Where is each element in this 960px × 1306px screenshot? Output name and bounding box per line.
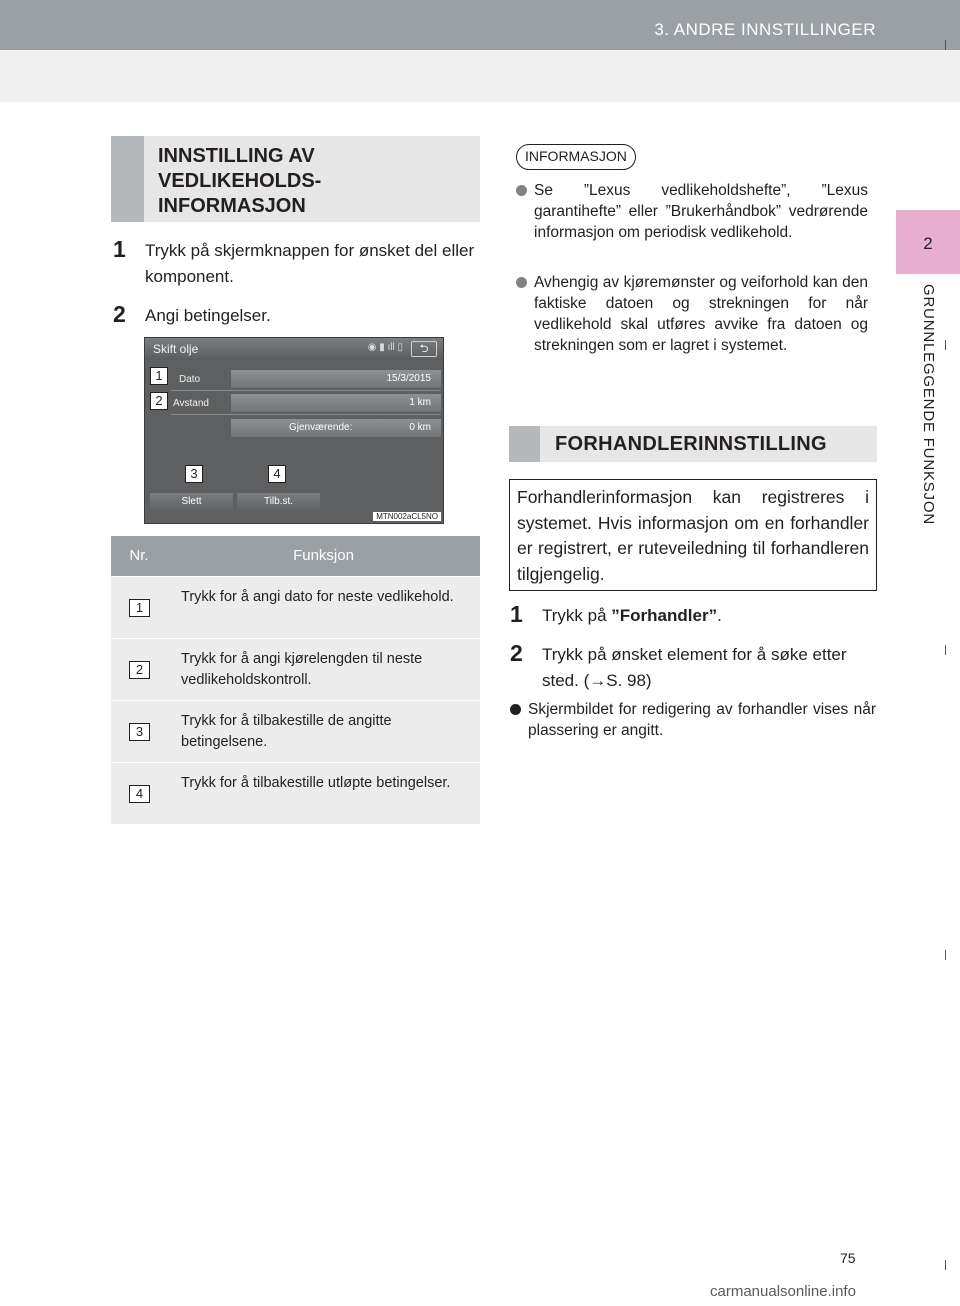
header-band — [0, 50, 960, 102]
step-text: Angi betingelser. — [145, 306, 271, 325]
row-number-badge: 4 — [129, 785, 150, 803]
note-text: Skjermbildet for redigering av forhandler vises når plassering er angitt. — [528, 701, 876, 739]
callout-3: 3 — [185, 465, 203, 483]
status-icons: ◉ ▮ ıll ▯ — [367, 342, 403, 353]
distance-label: Avstand — [173, 398, 209, 409]
row-description: Trykk for å tilbakestille de angitte betingelsene. — [181, 713, 392, 750]
row-description: Trykk for å angi dato for neste vedlikehold. — [181, 589, 454, 605]
column-header-nr: Nr. — [129, 547, 149, 564]
crop-mark — [945, 40, 946, 50]
step-number: 1 — [113, 236, 126, 262]
step-2 — [113, 303, 483, 329]
crop-mark — [945, 950, 946, 960]
callout-1: 1 — [150, 367, 168, 385]
table-header — [111, 536, 480, 576]
chapter-title: 3. ANDRE INNSTILLINGER — [654, 20, 876, 39]
row-description: Trykk for å tilbakestille utløpte betingelser. — [181, 775, 451, 791]
date-field[interactable]: 15/3/2015 — [231, 370, 441, 388]
callout-2: 2 — [150, 392, 168, 410]
chapter-side-label-text: GRUNNLEGGENDE FUNKSJON — [920, 284, 937, 525]
distance-field[interactable]: 1 km — [231, 394, 441, 412]
step-text-plain: Trykk på — [542, 606, 612, 625]
dealer-button-label: ”Forhandler” — [611, 606, 718, 625]
section-heading-text: FORHANDLERINNSTILLING — [555, 433, 827, 455]
step-text: Trykk på skjermknappen for ønsket del eller komponent. — [145, 241, 475, 286]
info-bullet — [516, 180, 868, 243]
delete-button[interactable]: Slett — [150, 493, 233, 511]
row-number-badge: 2 — [129, 661, 150, 679]
step-number: 2 — [510, 640, 523, 666]
table-row — [111, 762, 480, 824]
callout-4: 4 — [268, 465, 286, 483]
dealer-step-1 — [510, 603, 880, 629]
table-row — [111, 576, 480, 638]
section-heading-text: INNSTILLING AV VEDLIKEHOLDS-INFORMASJON — [158, 145, 322, 217]
chapter-tab-number: 2 — [923, 234, 933, 253]
dealer-step-2 — [510, 642, 880, 694]
row-divider — [171, 390, 441, 391]
column-header-function: Funksjon — [293, 547, 354, 564]
back-icon[interactable]: ⮌ — [411, 341, 437, 357]
step-number: 2 — [113, 301, 126, 327]
row-number-badge: 1 — [129, 599, 150, 617]
chapter-side-label — [896, 280, 960, 580]
info-bullet-text: Avhengig av kjøremønster og veiforhold kan den faktiske datoen og strekningen for når vedlikehold skal utføres avvike fra datoen og strekningen som er lagret i systemet. — [534, 274, 868, 354]
remaining-field — [231, 419, 441, 437]
information-label: INFORMASJON — [516, 144, 636, 170]
maintenance-screen-image — [144, 337, 444, 524]
bullet-icon — [516, 277, 527, 288]
watermark-link[interactable]: carmanualsonline.info — [710, 1283, 856, 1300]
step-number: 1 — [510, 601, 523, 627]
section-heading-dealer — [509, 426, 877, 462]
date-label: Dato — [179, 374, 201, 385]
row-number-badge: 3 — [129, 723, 150, 741]
bullet-icon — [516, 185, 527, 196]
reset-button[interactable]: Tilb.st. — [237, 493, 320, 511]
table-row — [111, 700, 480, 762]
step-text: Trykk på ønsket element for å søke etter sted. (→S. 98) — [542, 645, 847, 690]
bullet-icon — [510, 704, 521, 715]
step-1 — [113, 238, 483, 290]
dealer-info-box: Forhandlerinformasjon kan registreres i systemet. Hvis informasjon om en forhandler er registrert, er ruteveiledning til forhandleren tilgjengelig. — [509, 479, 877, 591]
remaining-value: 0 km — [409, 422, 431, 433]
section-heading-maintenance — [111, 136, 480, 222]
crop-mark — [945, 645, 946, 655]
image-code: MTN002aCL5NO — [373, 512, 441, 521]
function-table — [111, 536, 480, 824]
heading-stripe — [111, 136, 144, 222]
heading-stripe — [509, 426, 540, 462]
info-bullet — [516, 272, 868, 356]
crop-mark — [945, 1260, 946, 1270]
step-text-end: . — [717, 606, 722, 625]
page-number: 75 — [840, 1250, 856, 1266]
remaining-label: Gjenværende: — [289, 422, 353, 433]
screen-title: Skift olje — [153, 342, 199, 356]
note-bullet — [510, 699, 876, 741]
row-divider — [171, 414, 441, 415]
table-row — [111, 638, 480, 700]
step-text — [510, 603, 880, 629]
info-bullet-text: Se ”Lexus vedlikeholdshefte”, ”Lexus garantihefte” eller ”Brukerhåndbok” vedrørende informasjon om periodisk vedlikehold. — [534, 182, 868, 241]
row-description: Trykk for å angi kjørelengden til neste vedlikeholdskontroll. — [181, 651, 423, 688]
chapter-tab[interactable] — [896, 210, 960, 274]
crop-mark — [945, 340, 946, 350]
